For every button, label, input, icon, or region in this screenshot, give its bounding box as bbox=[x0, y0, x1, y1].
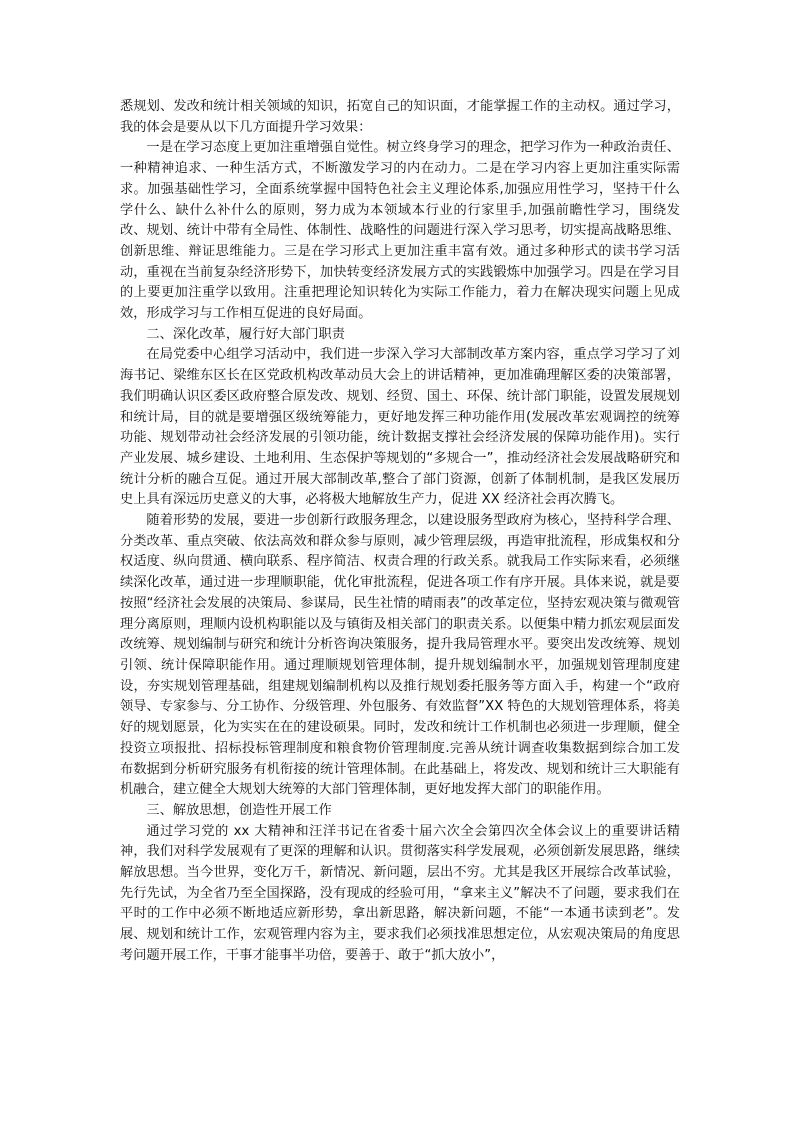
section-heading-emancipate-mind: 三、解放思想，创造性开展工作 bbox=[146, 802, 332, 818]
document-page bbox=[120, 97, 680, 967]
paragraph-reform-direction: 随着形势的发展，要进一步创新行政服务理念，以建设服务型政府为核心，坚持科学合理、分类改革、重点突破、依法高效和群众参与原则，减少管理层级，再造审批流程，形成集权和分权适度、纵向贯通、横向联系、程序简洁、权责合理的行政关系。就我局工作实际来看，必须继续深化改革，通过进一步理顺职能，优化审批流程，促进各项工作有序开展。具体来说，就是要按照“经济社会发展的决策局、参谋局，民生社情的晴雨表”的改革定位，坚持宏观决策与微观管理分离原则，理顺内设机构职能以及与镇街及相关部门的职责关系。以便集中精力抓宏观层面发改统筹、规划编制与研究和统计分析咨询决策服务，提升我局管理水平。要突出发改统筹、规划引领、统计保障职能作用。通过理顺规划管理体制，提升规划编制水平，加强规划管理制度建设，夯实规划管理基础，组建规划编制机构以及推行规划委托服务等方面入手，构建一个“政府领导、专家参与、分工协作、分级管理、外包服务、有效监督”XX 特色的大规划管理体系，将美好的规划愿景，化为实实在在的建设硕果。同时，发改和统计工作机制也必须进一步理顺，健全投资立项报批、招标投标管理制度和粮食物价管理制度.完善从统计调查收集数据到综合加工发布数据到分析研究服务有机衔接的统计管理体制。在此基础上，将发改、规划和统计三大职能有机融合，建立健全大规划大统筹的大部门管理体制，更好地发挥大部门的职能作用。 bbox=[120, 513, 680, 798]
paragraph-learning-methods: 一是在学习态度上更加注重增强自觉性。树立终身学习的理念，把学习作为一种政治责任、一种精神追求、一种生活方式，不断激发学习的内在动力。二是在学习内容上更加注重实际需求。加强基础性学习，全面系统掌握中国特色社会主义理论体系,加强应用性学习，坚持干什么学什么、缺什么补什么的原则，努力成为本领域本行业的行家里手,加强前瞻性学习，围绕发改、规划、统计中带有全局性、体制性、战略性的问题进行深入学习思考，切实提高战略思维、创新思维、辩证思维能力。三是在学习形式上更加注重丰富有效。通过多种形式的读书学习活动，重视在当前复杂经济形势下，加快转变经济发展方式的实践锻炼中加强学习。四是在学习目的上要更加注重学以致用。注重把理论知识转化为实际工作能力，着力在解决现实问题上见成效，形成学习与工作相互促进的良好局面。 bbox=[120, 140, 680, 322]
section-heading-deepen-reform: 二、深化改革，履行好大部门职责 bbox=[146, 326, 345, 342]
paragraph-reform-study: 在局党委中心组学习活动中，我们进一步深入学习大部制改革方案内容，重点学习学习了刘海书记、梁维东区长在区党政机构改革动员大会上的讲话精神，更加准确理解区委的决策部署，我们明确认识区委区政府整合原发改、规划、经贸、国土、环保、统计部门职能，设置发展规划和统计局，目的就是要增强区级统筹能力，更好地发挥三种功能作用(发展改革宏观调控的统筹功能、规划带动社会经济发展的引领功能，统计数据支撑社会经济发展的保障功能作用)。实行产业发展、城乡建设、土地利用、生态保护等规划的“多规合一”，推动经济社会发展战略研究和统计分析的融合互促。通过开展大部制改革,整合了部门资源，创新了体制机制，是我区发展历史上具有深远历史意义的大事，必将极大地解放生产力，促进 XX 经济社会再次腾飞。 bbox=[120, 347, 680, 508]
paragraph-intro: 悉规划、发改和统计相关领域的知识，拓宽自己的知识面，才能掌握工作的主动权。通过学习，我的体会是要从以下几方面提升学习效果： bbox=[120, 99, 680, 135]
paragraph-emancipate-mind: 通过学习党的 xx 大精神和汪洋书记在省委十届六次全会第四次全体会议上的重要讲话精神，我们对科学发展观有了更深的理解和认识。贯彻落实科学发展观，必须创新发展思路，继续解放思想。当今世界，变化万千，新情况、新问题，层出不穷。尤其是我区开展综合改革试验，先行先试，为全省乃至全国探路，没有现成的经验可用，“拿来主义”解决不了问题，要求我们在平时的工作中必须不断地适应新形势，拿出新思路，解决新问题，不能“一本通书读到老”。发展、规划和统计工作，宏观管理内容为主，要求我们必须找准思想定位，从宏观决策局的角度思考问题开展工作，干事才能事半功倍，要善于、敢于“抓大放小”， bbox=[120, 823, 680, 963]
